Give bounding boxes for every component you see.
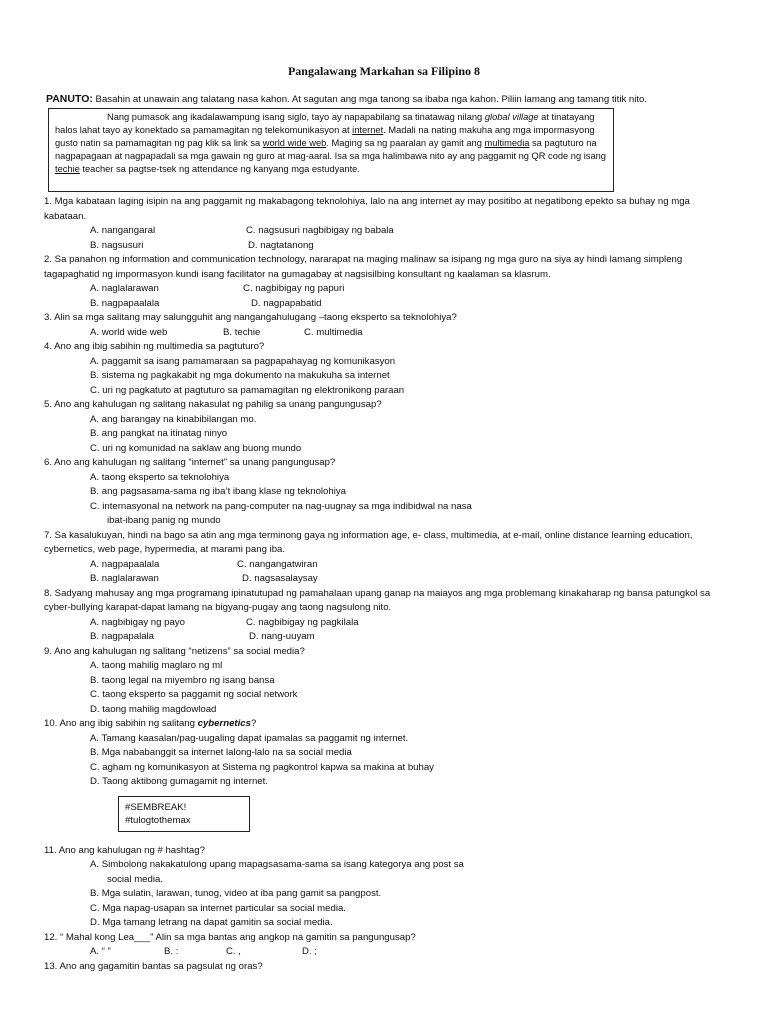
q8-option-b: B. nagpapalala	[90, 631, 155, 642]
passage-text-5: sa pagtuturo na nagpapagaan at nagpapadali sa mga gawain ng guro at mag-aaral. Isa sa mga halimbawa nito ay ang paggamit ng QR code ng isang	[55, 138, 606, 161]
q7-options-row-1	[44, 558, 734, 573]
q5-option-b: B. ang pangkat na itinatag ninyo	[90, 428, 228, 439]
hashtag-line-1: #SEMBREAK!	[125, 801, 187, 813]
question-6: 6. Ano ang kahulugan ng salitang “internet” sa unang pangungusap?	[44, 457, 336, 468]
q6-option-b: B. ang pagsasama-sama ng iba’t ibang klase ng teknolohiya	[90, 486, 346, 497]
hashtag-example-box	[118, 796, 250, 832]
question-2: 2. Sa panahon ng information and communication technology, nararapat na maging malinaw sa isipang ng mga guro na siya ay hindi lamang simpleng tagapaghatid ng impormasyon kundi isang facilitator na gumagabay at nagsisilbing konsultant ng kaalaman sa klasrum.	[44, 254, 683, 280]
q7-option-d: D. nagsasalaysay	[242, 573, 318, 584]
q10-option-a: A. Tamang kaasalan/pag-uugaling dapat ipamalas sa paggamit ng internet.	[90, 732, 409, 744]
q8-option-c: C. nagbibigay ng pagkilala	[246, 616, 359, 628]
q9-option-c: C. taong eksperto sa paggamit ng social network	[90, 689, 298, 700]
q8-option-d: D. nang-uuyam	[249, 631, 315, 642]
q6-option-c-continued: ibat-ibang panig ng mundo	[107, 515, 221, 526]
q10-text: 10. Ano ang ibig sabihin ng salitang	[44, 718, 198, 729]
q3-options-row	[44, 326, 734, 341]
passage-text-1: Nang pumasok ang ikadalawampung isang siglo, tayo ay napapabilang sa tinatawag nilang	[107, 112, 485, 122]
passage-term-global-village: global village	[484, 112, 539, 122]
q4-option-c: C. uri ng pagkatuto at pagtuturo sa pamamagitan ng elektronikong paraan	[90, 384, 405, 396]
q11-option-a: A. Simbolong nakakatulong upang mapagsasama-sama sa isang kategorya ang post sa	[90, 859, 464, 870]
question-list	[44, 195, 734, 974]
question-13: 13. Ano ang gagamitin bantas sa pagsulat ng oras?	[44, 960, 263, 972]
passage-term-internet: internet	[352, 125, 384, 135]
q12-options-row	[44, 945, 734, 960]
q3-option-b: B. techie	[223, 326, 261, 338]
q3-option-a: A. world wide web	[90, 326, 168, 338]
q12-option-d: D. ;	[302, 946, 317, 957]
question-8: 8. Sadyang mahusay ang mga programang ipinatutupad ng pamahalaan upang ganap na maiayos ang mga problemang kinakaharap ng bansa patungkol sa cyber-bullying karapat-dapat lamang na bigyang-pugay ang taong nagsulong nito.	[44, 587, 711, 613]
passage-text-2: at tinatayang halos lahat tayo ay konektado sa pamamagitan ng telekomunikasyon at	[55, 112, 595, 135]
question-3: 3. Alin sa mga salitang may salungguhit ang nangangahulugang –taong eksperto sa teknolohiya?	[44, 312, 457, 323]
q1-option-c: C. nagsusuri nagbibigay ng babala	[246, 225, 394, 236]
q1-option-a: A. nangangaral	[90, 225, 156, 236]
question-7: 7. Sa kasalukuyan, hindi na bago sa atin ang mga terminong gaya ng information age, e- class, multimedia, at e-mail, online distance learning education, cybernetics, web page, hypermedia, at marami pang iba.	[44, 529, 693, 555]
q9-option-a: A. taong mahilig maglaro ng ml	[90, 660, 223, 671]
q8-option-a: A. nagbibigay ng payo	[90, 616, 185, 628]
hashtag-line-2: #tulogtothemax	[125, 814, 191, 826]
q10-end: ?	[250, 718, 257, 729]
question-1: 1. Mga kabataan laging isipin na ang paggamit ng makabagong teknolohiya, lalo na ang internet ay may positibo at negatibong epekto sa buhay ng mga kabataan.	[44, 196, 690, 222]
question-10	[44, 717, 734, 732]
passage-term-www: world wide web	[262, 138, 327, 148]
passage-term-techie: techie	[55, 164, 80, 174]
q4-option-a: A. paggamit sa isang pamamaraan sa pagpapahayag ng komunikasyon	[90, 355, 396, 367]
question-5: 5. Ano ang kahulugan ng salitang nakasulat ng pahilig sa unang pangungusap?	[44, 399, 382, 410]
passage-text-3: . Madali na nating makuha ang mga impormasyong gusto natin sa pamamagitan ng pag klik sa link sa	[55, 125, 595, 148]
q2-option-b: B. nagpapaalala	[90, 297, 160, 309]
q11-option-a-continued: social media.	[107, 873, 163, 885]
q1-options-row-1	[44, 224, 734, 239]
q11-option-c: C. Mga napag-usapan sa internet particular sa social media.	[90, 902, 346, 914]
instructions	[46, 92, 736, 108]
q6-option-a: A. taong eksperto sa teknolohiya	[90, 471, 230, 483]
q1-option-d: D. nagtatanong	[248, 239, 314, 251]
q5-option-c: C. uri ng komunidad na saklaw ang buong mundo	[90, 442, 302, 454]
passage-term-multimedia: multimedia	[484, 138, 530, 148]
q2-options-row-2	[44, 297, 734, 312]
instructions-text: Basahin at unawain ang talatang nasa kahon. At sagutan ang mga tanong sa ibaba nga kahon. Piliin lamang ang tamang titik nito.	[92, 94, 648, 105]
q3-option-c: C. multimedia	[304, 326, 363, 338]
q12-option-b: B. :	[164, 946, 179, 957]
question-9: 9. Ano ang kahulugan ng salitang “netizens” sa social media?	[44, 645, 305, 657]
q10-term: cybernetics	[197, 718, 251, 729]
q5-option-a: A. ang barangay na kinabibilangan mo.	[90, 413, 257, 425]
q2-options-row-1	[44, 282, 734, 297]
q8-options-row-2	[44, 630, 734, 645]
instructions-label: PANUTO:	[46, 93, 93, 105]
q10-option-d: D. Taong aktibong gumagamit ng internet.	[90, 776, 268, 787]
q7-option-b: B. naglalarawan	[90, 573, 159, 584]
question-4: 4. Ano ang ibig sabihin ng multimedia sa pagtuturo?	[44, 341, 265, 352]
question-12: 12. “ Mahal kong Lea___” Alin sa mga bantas ang angkop na gamitin sa pangungusap?	[44, 931, 416, 943]
q12-option-c: C. ,	[226, 946, 241, 957]
q4-option-b: B. sistema ng pagkakabit ng mga dokumento na makukuha sa internet	[90, 370, 390, 381]
passage-text-4: . Maging sa ng paaralan ay gamit ang	[326, 138, 485, 148]
q2-option-d: D. nagpapabatid	[251, 297, 322, 309]
q7-option-c: C. nangangatwiran	[237, 558, 318, 570]
q6-option-c: C. internasyonal na network na pang-computer na nag-uugnay sa mga indibidwal na nasa	[90, 500, 472, 512]
q12-option-a: A. “ ”	[90, 946, 111, 957]
reading-passage-box	[48, 108, 614, 192]
q10-option-c: C. agham ng komunikasyon at Sistema ng pagkontrol kapwa sa makina at buhay	[90, 761, 434, 773]
passage-text-6: teacher sa pagtse-tsek ng attendance ng kanyang mga estudyante.	[79, 164, 360, 174]
q8-options-row-1	[44, 616, 734, 631]
q1-options-row-2	[44, 239, 734, 254]
q11-option-d: D. Mga tamang letrang na dapat gamitin sa social media.	[90, 917, 333, 928]
question-11: 11. Ano ang kahulugan ng # hashtag?	[44, 844, 205, 856]
q9-option-b: B. taong legal na miyembro ng isang bansa	[90, 674, 275, 686]
page-title: Pangalawang Markahan sa Filipino 8	[287, 64, 481, 78]
q10-option-b: B. Mga nababanggit sa internet lalong-lalo na sa social media	[90, 747, 352, 758]
q11-option-b: B. Mga sulatin, larawan, tunog, video at iba pang gamit sa pangpost.	[90, 888, 382, 899]
q1-option-b: B. nagsusuri	[90, 239, 144, 251]
q7-options-row-2	[44, 572, 734, 587]
q7-option-a: A. nagpapaalala	[90, 558, 160, 570]
q2-option-c: C. nagbibigay ng papuri	[243, 283, 345, 294]
q2-option-a: A. naglalarawan	[90, 283, 159, 294]
q9-option-d: D. taong mahilig magdowload	[90, 703, 217, 715]
